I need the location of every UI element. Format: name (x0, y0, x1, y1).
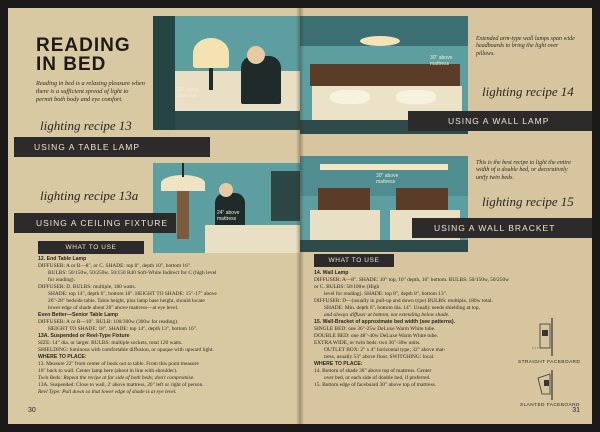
lighting-recipe-15: lighting recipe 15 (482, 194, 574, 209)
page-number-left: 30 (28, 407, 36, 414)
lighting-recipe-13a: lighting recipe 13a (40, 188, 139, 203)
straight-faceboard-diagram (522, 316, 578, 358)
slanted-faceboard-diagram (522, 368, 578, 402)
lighting-recipe-14: lighting recipe 14 (482, 84, 574, 99)
height-tag: 30" above mattress (376, 173, 399, 185)
slanted-faceboard-icon (522, 368, 578, 402)
height-tag: 30" above mattress (430, 55, 453, 67)
wall-bracket-note: This is the best recipe to light the entire width of a double bed, or decoratively unify twin beds. (476, 160, 571, 181)
what-to-use-header: WHAT TO USE (314, 254, 394, 267)
height-tag: 24" above mattress (217, 210, 240, 222)
straight-faceboard-caption: STRAIGHT FACEBOARD (518, 360, 581, 365)
right-page (300, 8, 592, 424)
wall-lamp-note: Extended arm-type wall lamps span wide headboards to bring the light over pillows. (476, 36, 575, 57)
what-to-use-header: WHAT TO USE (38, 241, 144, 254)
page-number-right: 31 (572, 407, 580, 414)
height-tag: 20" above mattress (177, 87, 200, 99)
page-title: READING IN BED (36, 35, 131, 75)
table-lamp-band: USING A TABLE LAMP (14, 137, 210, 157)
right-instructions: 14. Wall Lamp DIFFUSER: A—8". SHADE: 10" top, 10" depth, 16" bottom. BULBS: 50/150w, 50/250w or C. BULBS: 50/100w (High level for reading). SHADE: top 8", depth 8", bottom 13". DIFFUSER: D—(usually in pull-up and down type) BULBS: multiple, 180w total. SHADE: Min. depth 6", bottom dia. 14". Usually needs shielding at top, and always diffuser at bottom, not extending below shade. 15. Wall-Bracket of approximate bed width (see patterns). SINGLE BED: one 36"-25w DeLuxe Warm White tube. DOUBLE BED: one 48"-40w DeLuxe Warm White tube. EXTRA WIDE, or twin beds: two 36"-30w units. OUTLET BOX: 2" x 4" horizontal type; 32" above mat- tress, usually 53" above floor. SWITCHING: local. WHERE TO PLACE: 14. Bottom of shade 30" above top of mattress. Center over bed, or each side of double bed, if preferred. 15. Bottom edge of faceboard 30" above top of mattress. (314, 270, 510, 388)
straight-faceboard-icon (522, 316, 578, 358)
wall-lamp-band: USING A WALL LAMP (408, 111, 592, 131)
intro-text: Reading in bed is a relaxing pleasure when there is a sufficient spread of light to permit both body and eye comfort. (36, 80, 145, 103)
slanted-faceboard-caption: SLANTED FACEBOARD (520, 403, 580, 408)
ceiling-fixture-band: USING A CEILING FIXTURE (14, 213, 176, 233)
book-spread (8, 8, 592, 424)
book-gutter (296, 8, 304, 424)
lighting-recipe-13: lighting recipe 13 (40, 118, 132, 133)
ceiling-fixture-illustration (153, 163, 300, 253)
table-lamp-illustration (153, 16, 300, 130)
left-instructions: 12. End Table Lamp DIFFUSER: A or B—8", or C. SHADE: top 8", depth 10", bottom 16". BULBS: 50/150w, 50/250w. 50/150 R40 Soft-White Indirect for C (high level for reading). DIFFUSER: D. BULBS: multiple, 180 watts. SHADE: top 14", depth 6", bottom 16". HEIGHT TO SHADE: 15"-17" above 26"-28" bedside table. Table height, plus lamp base height, should locate lower edge of shade about 20" above mattress—at eye level. Even Better—Senior Table Lamp DIFFUSER: A or B—10". BULB: 100/300w (300w for reading). HEIGHT TO SHADE: 18". SHADE: top 14", depth 13", bottom 16". 13A. Suspended or Reel-Type Fixture SIZE: 14" dia. or larger. BULBS: multiple sockets, total 120 watts. SHIELDING: luminous with comfortable diffusion, or opaque with upward light. WHERE TO PLACE: 13. Measure 22" from center of book out to table. From this point measure 16" back to wall. Center lamp here (about in line with shoulder). Twin Beds: Repeat the recipe at far side of both beds; don't compromise. 13A. Suspended: Close to wall, 2' above mattress, 20" left or right of person. Reel Type: Pull down so that lower edge of shade is at eye level. (38, 256, 217, 395)
wall-bracket-band: USING A WALL BRACKET (412, 218, 592, 238)
left-page (8, 8, 300, 424)
